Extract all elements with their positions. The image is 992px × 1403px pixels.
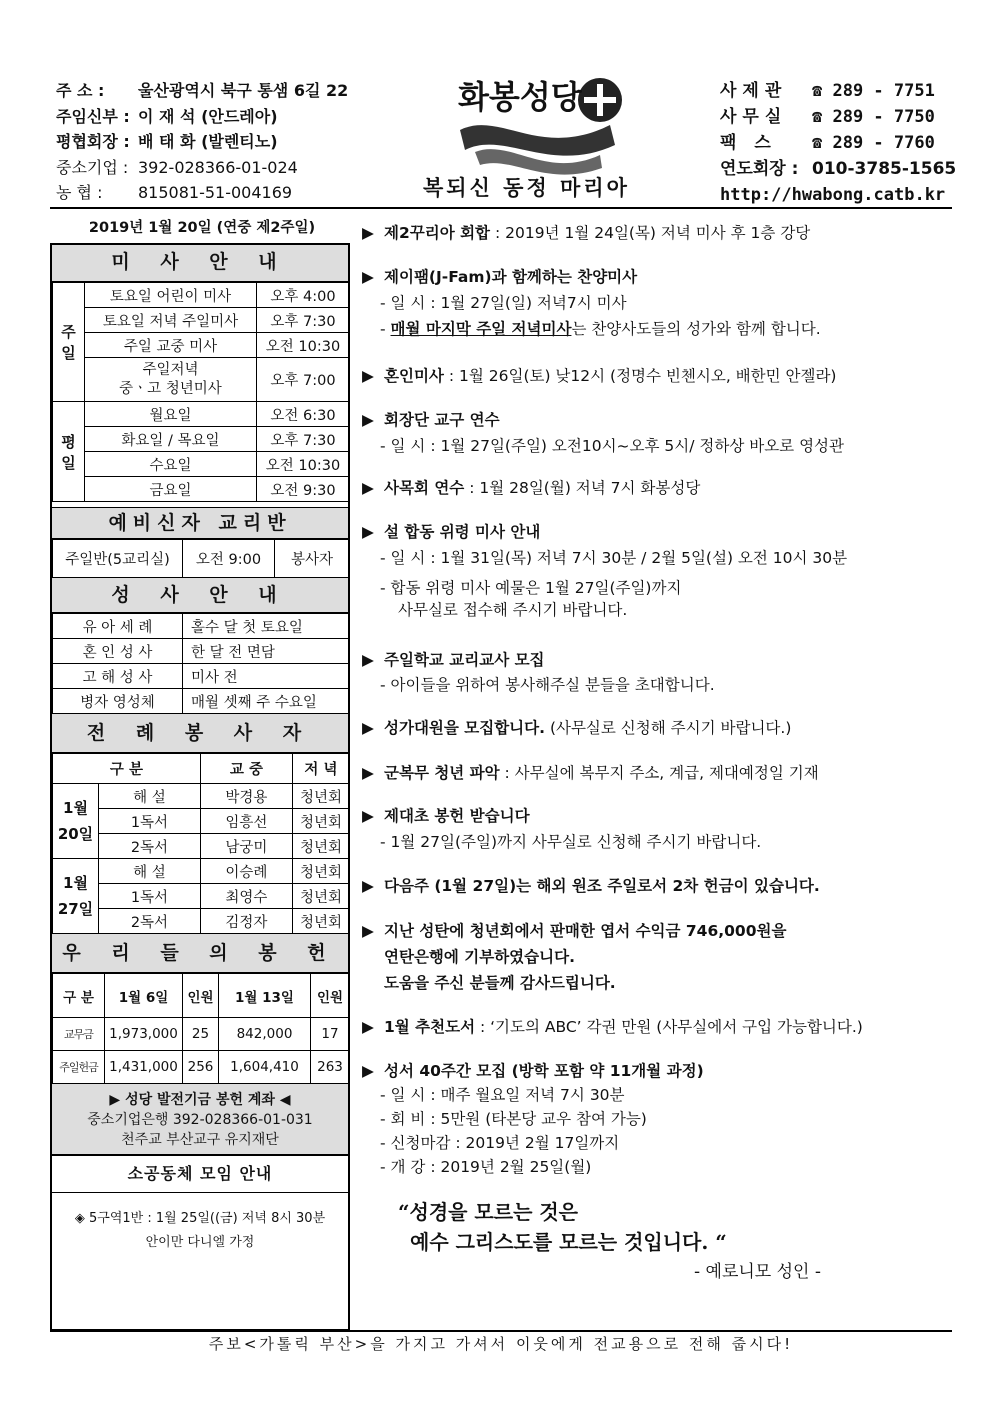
table-row: 1독서 임흥선 청년회 [53, 809, 350, 834]
weekday-label: 평일 [53, 402, 85, 502]
catechumen-table [52, 539, 350, 578]
table-row: 금요일 오전 9:30 [53, 477, 350, 502]
bullet-triangle-icon: ▶ [362, 807, 374, 825]
offering-table [52, 973, 350, 1084]
bullet-triangle-icon: ▶ [362, 367, 374, 385]
mass-schedule-table [52, 282, 350, 502]
table-row: 1독서 최영수 청년회 [53, 884, 350, 909]
bank-row-2: 농 협 : 815081-51-004169 [56, 183, 293, 202]
table-row: 주일헌금 1,431,000 256 1,604,410 263 [53, 1051, 350, 1084]
community-line-2: 안이만 다니엘 가정 [145, 1235, 255, 1250]
bulletin-date: 2019년 1월 20일 (연중 제2주일) [88, 220, 316, 236]
notice-8: ▶ 성가대원을 모집합니다. (사무실로 신청해 주시기 바랍니다.) [362, 719, 792, 737]
sunday-label: 주일 [53, 283, 85, 402]
fax-number: 팩 스 ☎ 289 - 7760 [720, 133, 935, 153]
community-line-1: ◈ 5구역1반 : 1월 25일((금) 저녁 8시 30분 [74, 1211, 326, 1226]
logo-graphic [450, 70, 630, 180]
footer-divider [50, 1330, 952, 1332]
notice-13: ▶ 1월 추천도서 : ‘기도의 ABC’ 각권 만원 (사무실에서 구입 가능합니다.) [362, 1018, 863, 1036]
community-title: 소공동체 모임 안내 [52, 1155, 348, 1193]
notice-2: ▶ 제이팸(J-Fam)과 함께하는 찬양미사 - 일 시 : 1월 27일(일) 저녁7시 미사 - 매월 마지막 주일 저녁미사는 찬양사도들의 성가와 함께 합니다. [362, 268, 821, 338]
fund-holder: 천주교 부산교구 유지재단 [121, 1132, 279, 1148]
table-row: 1월 27일 해 설 이승례 청년회 [53, 859, 350, 884]
bullet-triangle-icon: ▶ [362, 877, 374, 895]
bullet-triangle-icon: ▶ [362, 1062, 374, 1080]
notice-3: ▶ 혼인미사 : 1월 26일(토) 낮12시 (정명수 빈첸시오, 배한민 안젤라) [362, 367, 837, 385]
notice-7: ▶ 주일학교 교리교사 모집 - 아이들을 위하여 봉사해주실 분들을 초대합니다. [362, 651, 715, 694]
notice-9: ▶ 군복무 청년 파악 : 사무실에 복무지 주소, 계급, 제대예정일 기재 [362, 764, 819, 782]
notice-12: ▶ 지난 성탄에 청년회에서 판매한 엽서 수익금 746,000원을 연탄은행에 기부하였습니다. 도움을 주신 분들께 감사드립니다. [362, 918, 786, 996]
sacrament-table [52, 613, 350, 714]
header-info-left [56, 78, 348, 206]
sacrament-title: 성 사 안 내 [52, 577, 348, 613]
bullet-triangle-icon: ▶ [362, 523, 374, 541]
notice-5: ▶ 사목회 연수 : 1월 28일(월) 저녁 7시 화봉성당 [362, 479, 701, 497]
bullet-triangle-icon: ▶ [362, 922, 374, 940]
prayer-leader-phone: 연도회장 : 010-3785-1565 [720, 159, 957, 179]
notice-10: ▶ 제대초 봉헌 받습니다 - 1월 27일(주일)까지 사무실로 신청해 주시기 바랍니다. [362, 807, 762, 851]
bank-row-1: 중소기업 : 392-028366-01-024 [56, 157, 298, 177]
header-info-right [720, 78, 956, 208]
pastor-row: 주임신부 : 이 재 석 (안드레아) [56, 106, 278, 126]
table-row: 주일저녁 중ㆍ고 청년미사 오후 7:00 [53, 358, 350, 402]
notice-1: ▶ 제2꾸리아 회합 : 2019년 1월 24일(목) 저녁 미사 후 1층 강당 [362, 224, 811, 242]
table-row: 구 분 1월 6일 인원 1월 13일 인원 [53, 974, 350, 1018]
rectory-phone: 사제관 ☎ 289 - 7751 [720, 81, 935, 101]
bullet-triangle-icon: ▶ [362, 479, 374, 497]
left-info-panel [50, 243, 350, 1331]
table-row: 혼 인 성 사 한 달 전 면담 [53, 639, 350, 664]
quote-author: - 예로니모 성인 - [694, 1262, 822, 1282]
table-row: 수요일 오전 10:30 [53, 452, 350, 477]
address-row: 주 소 : 울산광역시 북구 통샘 6길 22 [56, 81, 349, 100]
parish-subtitle: 복되신 동정 마리아 [423, 175, 630, 200]
table-row: 주일 토요일 어린이 미사 오후 4:00 [53, 283, 350, 308]
table-row: 주일반(5교리실) 오전 9:00 봉사자 [53, 540, 350, 578]
bullet-triangle-icon: ▶ [362, 1018, 374, 1036]
notice-6: ▶ 설 합동 위령 미사 안내 - 일 시 : 1월 31일(목) 저녁 7시 30분 / 2월 5일(설) 오전 10시 30분 - 합동 위령 미사 예물은 1월 27일(주일)까지 사무실로 접수해 주시기 바랍니다. [362, 523, 848, 619]
council-row: 평협회장 : 배 태 화 (발렌티노) [56, 132, 278, 151]
notice-14: ▶ 성서 40주간 모집 (방학 포함 약 11개월 과정) - 일 시 : 매주 월요일 저녁 7시 30분 - 회 비 : 5만원 (타본당 교우 참여 가능) - 신청마감 : 2019년 2월 17일까지 - 개 강 : 2019년 2월 25일(월) [362, 1059, 704, 1179]
fund-account: 중소기업은행 392-028366-01-031 [87, 1112, 313, 1128]
table-row: 토요일 저녁 주일미사 오후 7:30 [53, 308, 350, 333]
bullet-triangle-icon: ▶ [362, 764, 374, 782]
table-row: 1월 20일 해 설 박경용 청년회 [53, 784, 350, 809]
catechumen-title: 예비신자 교리반 [52, 507, 348, 539]
notice-4: ▶ 회장단 교구 연수 - 일 시 : 1월 27일(주일) 오전10시~오후 5시/ 정하상 바오로 영성관 [362, 411, 844, 455]
table-row: 2독서 남궁미 청년회 [53, 834, 350, 859]
mass-title: 미 사 안 내 [52, 245, 348, 282]
fund-account-box [52, 1083, 348, 1155]
table-row: 주일 교중 미사 오전 10:30 [53, 333, 350, 358]
logo-text: 화봉성당 [458, 78, 582, 116]
table-row: 병자 영성체 매월 셋째 주 수요일 [53, 689, 350, 714]
table-row: 구 분 교 중 저 녁 [53, 754, 350, 784]
table-row: 2독서 김정자 청년회 [53, 909, 350, 934]
office-phone: 사무실 ☎ 289 - 7750 [720, 107, 935, 127]
bullet-triangle-icon: ▶ [362, 651, 374, 669]
bullet-triangle-icon: ▶ [362, 719, 374, 737]
table-row: 유 아 세 례 홀수 달 첫 토요일 [53, 614, 350, 639]
liturgy-title: 전 례 봉 사 자 [52, 713, 348, 753]
notice-11: ▶ 다음주 (1월 27일)는 해외 원조 주일로서 2차 헌금이 있습니다. [362, 877, 820, 895]
fund-title: ▶ 성당 발전기금 봉헌 계좌 ◀ [109, 1092, 291, 1108]
footer-message: 주보<가톨릭 부산>을 가지고 가셔서 이웃에게 전교용으로 전해 줍시다! [208, 1335, 794, 1353]
bullet-triangle-icon: ▶ [362, 411, 374, 429]
bullet-triangle-icon: ▶ [362, 268, 374, 286]
website-link[interactable]: http://hwabong.catb.kr [720, 185, 946, 205]
bullet-triangle-icon: ▶ [362, 224, 374, 242]
parish-logo [450, 70, 630, 180]
scripture-quote: “성경을 모르는 것은 예수 그리스도를 모르는 것입니다. “ - 예로니모 성인 - [398, 1197, 821, 1287]
table-row: 평일 월요일 오전 6:30 [53, 402, 350, 427]
table-row: 화요일 / 목요일 오후 7:30 [53, 427, 350, 452]
offering-title: 우 리 들 의 봉 헌 [52, 933, 348, 973]
liturgy-table [52, 753, 350, 934]
table-row: 고 해 성 사 미사 전 [53, 664, 350, 689]
header-divider [50, 207, 952, 209]
table-row: 교무금 1,973,000 25 842,000 17 [53, 1018, 350, 1051]
